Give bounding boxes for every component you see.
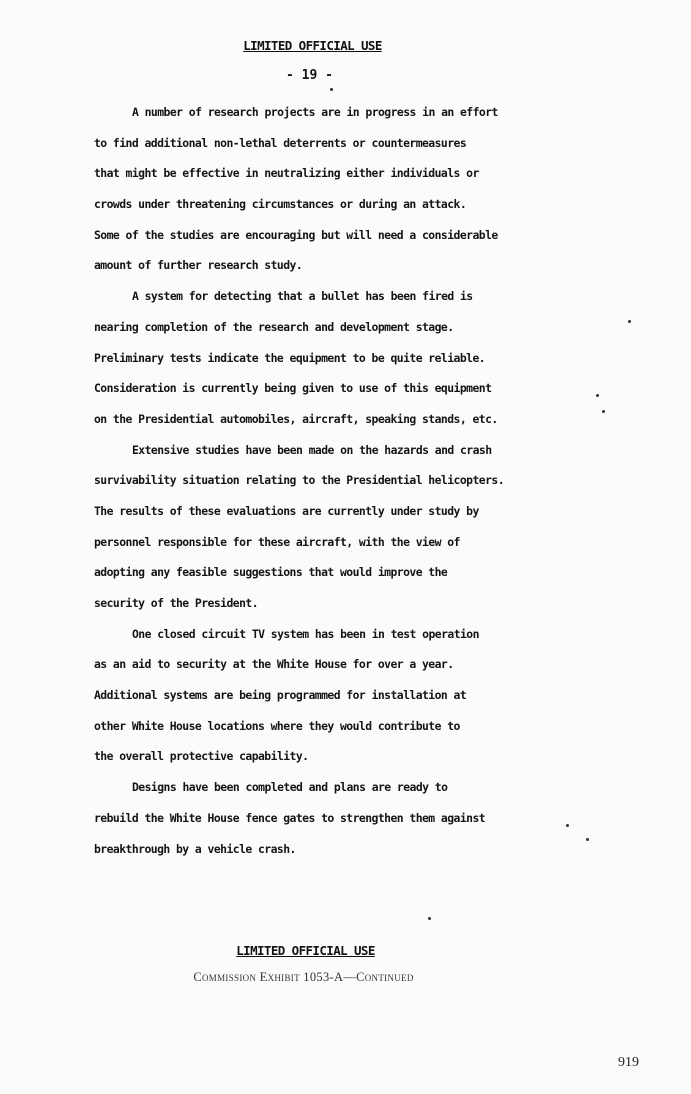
text-line: nearing completion of the research and development stage. — [94, 319, 454, 334]
text-line: Preliminary tests indicate the equipment to be quite reliable. — [94, 350, 486, 365]
paragraph-fence-gates — [94, 772, 604, 864]
text-line: personnel responsible for these aircraft, with the view of — [94, 534, 460, 549]
folio-page-number: 919 — [618, 1055, 639, 1070]
text-line: security of the President. — [94, 596, 259, 610]
paragraph-closed-circuit-tv — [94, 619, 604, 772]
text-line: other White House locations where they would contribute to — [94, 718, 460, 733]
scan-speck — [628, 320, 631, 323]
text-line: to find additional non-lethal deterrents or countermeasures — [94, 135, 467, 150]
text-line: adopting any feasible suggestions that would improve the — [94, 565, 448, 580]
text-line: Some of the studies are encouraging but will need a considerable — [94, 227, 498, 242]
exhibit-caption: Commission Exhibit 1053-A—Continued — [193, 970, 414, 984]
text-line: as an aid to security at the White House for over a year. — [94, 657, 454, 672]
scan-speck — [428, 917, 431, 920]
scan-speck — [330, 88, 333, 91]
text-line: the overall protective capability. — [94, 749, 309, 764]
scan-speck — [566, 824, 569, 827]
text-line: on the Presidential automobiles, aircraft, speaking stands, etc. — [94, 411, 498, 426]
classification-header: LIMITED OFFICIAL USE — [243, 38, 382, 53]
classification-footer: LIMITED OFFICIAL USE — [236, 943, 375, 958]
scan-speck — [602, 410, 605, 413]
scan-speck — [586, 838, 589, 841]
page-number: - 19 - — [286, 68, 333, 83]
text-line: crowds under threatening circumstances or during an attack. — [94, 197, 467, 212]
text-line: Consideration is currently being given to use of this equipment — [94, 381, 492, 396]
text-line: breakthrough by a vehicle crash. — [94, 841, 296, 856]
text-line: A system for detecting that a bullet has been fired is — [132, 289, 473, 304]
text-line: Extensive studies have been made on the hazards and crash — [132, 442, 492, 457]
scan-speck — [596, 394, 599, 397]
text-line: that might be effective in neutralizing either individuals or — [94, 166, 479, 181]
text-line: amount of further research study. — [94, 258, 303, 273]
text-line: rebuild the White House fence gates to strengthen them against — [94, 810, 486, 825]
document-body — [94, 97, 604, 864]
paragraph-helicopter-studies — [94, 435, 604, 619]
paragraph-bullet-detection — [94, 281, 604, 434]
text-line: One closed circuit TV system has been in test operation — [132, 626, 479, 641]
text-line: Additional systems are being programmed for installation at — [94, 688, 467, 703]
text-line: survivability situation relating to the Presidential helicopters. — [94, 473, 505, 488]
text-line: A number of research projects are in progress in an effort — [132, 105, 498, 119]
text-line: Designs have been completed and plans are ready to — [132, 780, 448, 795]
text-line: The results of these evaluations are currently under study by — [94, 503, 479, 518]
paragraph-research-projects — [94, 97, 604, 281]
